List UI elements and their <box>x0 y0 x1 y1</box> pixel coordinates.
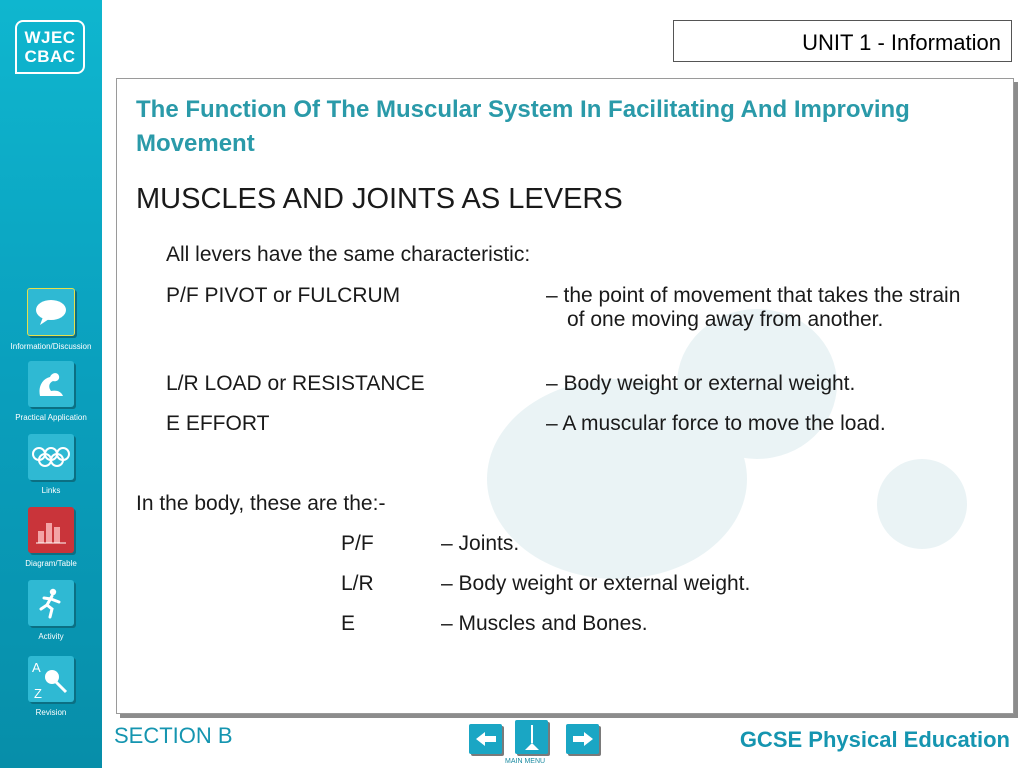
body-intro-text: In the body, these are the:- <box>136 492 386 515</box>
wjec-cbac-logo: WJEC CBAC <box>15 20 85 74</box>
body-lever-term: L/R <box>341 572 374 595</box>
section-label: SECTION B <box>114 723 233 748</box>
lever-term: L/R LOAD or RESISTANCE <box>166 372 425 395</box>
body-lever-description: – Body weight or external weight. <box>441 572 751 595</box>
next-button[interactable] <box>566 724 599 754</box>
svg-text:Z: Z <box>34 686 42 700</box>
arrow-left-icon <box>474 730 498 748</box>
running-figure-icon <box>28 580 74 626</box>
watermark-ball <box>877 459 967 549</box>
unit-header <box>673 20 1012 62</box>
podium-figure-icon <box>521 722 543 752</box>
sidebar-item-practical-application[interactable]: Practical Application <box>0 361 102 422</box>
section-subtitle: MUSCLES AND JOINTS AS LEVERS <box>136 183 623 215</box>
sidebar-item-information-discussion[interactable]: Information/Discussion <box>0 288 102 351</box>
page-title: The Function Of The Muscular System In Facilitating And Improving Movement <box>136 96 910 157</box>
sidebar-item-activity[interactable]: Activity <box>0 580 102 641</box>
speech-bubble-icon <box>27 288 75 336</box>
a-z-magnifier-icon <box>28 656 74 702</box>
flexed-arm-icon <box>28 361 74 407</box>
lever-term: P/F PIVOT or FULCRUM <box>166 284 401 307</box>
body-lever-description: – Muscles and Bones. <box>441 612 648 635</box>
body-lever-term: E <box>341 612 356 635</box>
lever-description: – A muscular force to move the load. <box>546 412 886 435</box>
olympic-rings-icon <box>28 434 74 480</box>
content-panel <box>116 78 1014 714</box>
main-menu-button[interactable] <box>515 720 548 754</box>
lever-description: – Body weight or external weight. <box>546 372 856 395</box>
brand-label: GCSE Physical Education <box>739 727 1010 752</box>
sidebar-item-links[interactable]: Links <box>0 434 102 495</box>
body-lever-description: – Joints. <box>441 532 520 555</box>
bar-chart-icon <box>28 507 74 553</box>
previous-button[interactable] <box>469 724 502 754</box>
lever-description: – the point of movement that takes the strain of one moving away from another. <box>546 284 961 331</box>
arrow-right-icon <box>571 730 595 748</box>
svg-text:A: A <box>32 660 41 675</box>
unit-title: UNIT 1 - Information <box>802 30 1001 55</box>
lever-term: E EFFORT <box>166 412 270 435</box>
sidebar-item-revision[interactable]: A Z Revision <box>0 656 102 717</box>
main-menu-label: MAIN MENU <box>505 758 546 765</box>
sidebar <box>0 0 102 768</box>
intro-text: All levers have the same characteristic: <box>166 243 531 266</box>
sidebar-item-diagram-table[interactable]: Diagram/Table <box>0 507 102 568</box>
body-lever-term: P/F <box>341 532 374 555</box>
